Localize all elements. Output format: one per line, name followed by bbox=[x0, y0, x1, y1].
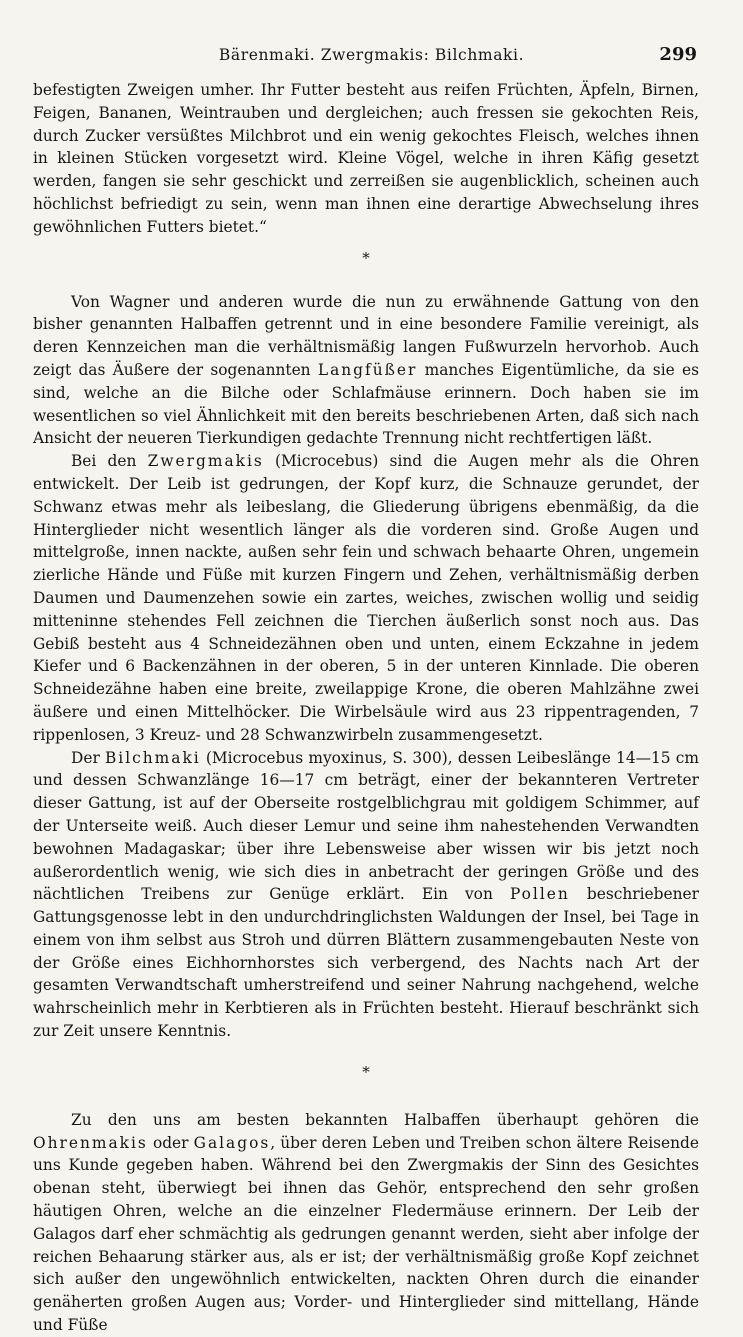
paragraph-text: , über deren Leben und Treiben schon ältere Reisende uns Kunde gegeben haben. Während bei den Zwergmakis der Sinn des Gesichtes obenan steht, überwiegt bei ihnen das Gehör, entsprechend den sehr großen häutigen Ohren, welche an die einzelner Fledermäuse erinnern. Der Leib der Galagos darf eher schmächtig als gedrungen genannt werden, sieht aber infolge der reichen Behaarung stärker aus, als er ist; der verhältnismäßig große Kopf zeichnet sich außer den ungewöhnlich entwickelten, nackten Ohren durch die einander genäherten großen Augen aus; Vorder- und Hinterglieder sind mittellang, Hände und Füße bbox=[33, 1133, 699, 1335]
section-separator: * bbox=[362, 1062, 370, 1081]
paragraph-bilchmaki bbox=[33, 747, 699, 1043]
paragraph-continuation: befestigten Zweigen umher. Ihr Futter besteht aus reifen Früchten, Äpfeln, Birnen, Feigen, Bananen, Weintrauben und dergleichen; auch fressen sie gekochten Reis, durch Zucker versüßtes Milchbrot und ein wenig gekochtes Fleisch, welches ihnen in kleinen Stücken vorgesetzt wird. Kleine Vögel, welche in ihren Käfig gesetzt werden, fangen sie sehr geschickt und zerreißen sie augenblicklich, scheinen auch höchlichst befriedigt zu sein, wenn man ihnen eine derartige Abwechselung ihres gewöhnlichen Futters bietet.“ bbox=[33, 81, 699, 236]
page-body bbox=[33, 79, 699, 1337]
paragraph-text: beschriebener Gattungsgenosse lebt in den undurchdringlichsten Waldungen der Insel, bei Tage in einem von ihm selbst aus Stroh und dürren Blättern zusammengebauten Neste von der Größe eines Eichhornhorstes sich verbergend, des Nachts nach Art der gesamten Verwandtschaft umherstreifend und seiner Nahrung nachgehend, welche wahrscheinlich mehr in Kerbtieren als in Früchten besteht. Hierauf beschränkt sich zur Zeit unsere Kenntnis. bbox=[33, 885, 699, 1041]
paragraph-text: oder bbox=[147, 1133, 194, 1152]
spaced-name: Pollen bbox=[509, 885, 570, 904]
spaced-term: Langfüßer bbox=[317, 360, 418, 379]
spaced-term: Bilchmaki bbox=[104, 748, 201, 767]
paragraph-text: Zu den uns am besten bekannten Halbaffen überhaupt gehören die bbox=[71, 1110, 699, 1129]
page-number: 299 bbox=[659, 44, 697, 65]
paragraph-text: Bei den bbox=[71, 452, 148, 471]
paragraph-galagos bbox=[33, 1109, 699, 1337]
spaced-term: Zwergmakis bbox=[147, 452, 264, 471]
paragraph-text: Von Wagner und anderen wurde die nun zu erwähnende Gattung von den bisher genannten Halbaffen getrennt und in eine besondere Familie vereinigt, als deren Kennzeichen man die verhältnismäßig langen Fußwurzeln hervorhob. Auch zeigt das Äußere der sogenannten bbox=[33, 292, 699, 379]
spaced-term: Galagos bbox=[193, 1133, 271, 1152]
paragraph-text: manches Eigentümliche, da sie es sind, welche an die Bilche oder Schlafmäuse erinnern. Doch haben sie im wesentlichen so viel Ähnlichkeit mit den bereits beschriebenen Arten, daß sich nach Ansicht der neueren Tierkundigen gedachte Trennung nicht rechtfertigen läßt. bbox=[33, 360, 699, 448]
paragraph-langfuesser bbox=[33, 291, 699, 451]
page-header bbox=[0, 44, 743, 72]
paragraph-zwergmakis bbox=[33, 450, 699, 746]
paragraph-text: Der bbox=[71, 748, 105, 767]
running-title: Bärenmaki. Zwergmakis: Bilchmaki. bbox=[218, 46, 525, 64]
spaced-term: Ohrenmakis bbox=[33, 1133, 148, 1152]
paragraph-text: (Microcebus myoxinus, S. 300), dessen Leibeslänge 14—15 cm und dessen Schwanzlänge 16—17 cm beträgt, einer der bekannteren Vertreter dieser Gattung, ist auf der Oberseite rostgelblichgrau mit goldigem Schimmer, auf der Unterseite weiß. Auch dieser Lemur und seine ihm nahestehenden Verwandten bewohnen Madagaskar; über ihre Lebensweise aber wissen wir bis jetzt noch außerordentlich wenig, wie sich dies in anbetracht der geringen Größe und des nächtlichen Treibens zur Genüge erklärt. Ein von bbox=[33, 748, 699, 904]
paragraph-text: (Microcebus) sind die Augen mehr als die Ohren entwickelt. Der Leib ist gedrungen, der Kopf kurz, die Schnauze gerundet, der Schwanz etwas mehr als leibeslang, die Gliederung übrigens ebenmäßig, da die Hinterglieder nicht wesentlich länger als die vorderen sind. Große Augen und mittelgroße, innen nackte, außen sehr fein und schwach behaarte Ohren, ungemein zierliche Hände und Füße mit kurzen Fingern und Zehen, verhältnismäßig derben Daumen und Daumenzehen sowie ein zartes, weiches, zwischen wollig und seidig mitteninne stehendes Fell zeichnen die Tierchen äußerlich sonst noch aus. Das Gebiß besteht aus 4 Schneidezähnen oben und unten, einem Eckzahne in jedem Kiefer und 6 Backenzähnen in der oberen, 5 in der unteren Kinnlade. Die oberen Schneidezähne haben eine breite, zweilappige Krone, die oberen Mahlzähne zwei äußere und einen Mittelhöcker. Die Wirbelsäule wird aus 23 rippentragenden, 7 rippenlosen, 3 Kreuz- und 28 Schwanzwirbeln zusammengesetzt. bbox=[33, 452, 700, 744]
section-separator: * bbox=[362, 248, 370, 267]
